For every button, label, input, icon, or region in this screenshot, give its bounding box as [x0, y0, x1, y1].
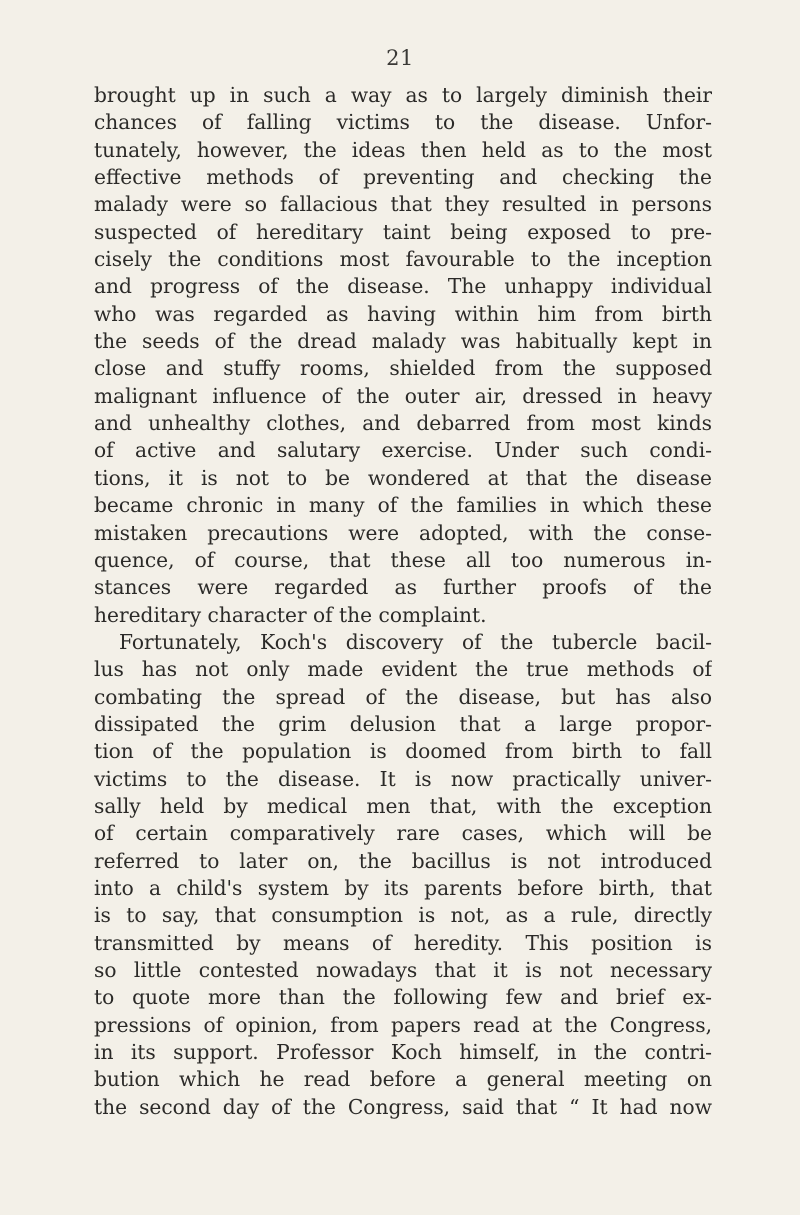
text-line: cisely the conditions most favourable to the inception [94, 247, 712, 272]
text-line: of active and salutary exercise. Under such condi- [94, 438, 712, 463]
text-line: mistaken precautions were adopted, with the conse- [94, 520, 712, 545]
text-line: and unhealthy clothes, and debarred from most kinds [94, 411, 712, 436]
text-line: transmitted by means of heredity. This position is [94, 930, 712, 955]
text-line: hereditary character of the complaint. [94, 602, 487, 627]
text-line: effective methods of preventing and checking the [94, 165, 712, 190]
text-line: pressions of opinion, from papers read at the Congress, [94, 1012, 712, 1037]
text-line: dissipated the grim delusion that a large propor- [94, 711, 712, 736]
text-line: of certain comparatively rare cases, which will be [94, 821, 712, 846]
text-line: chances of falling victims to the disease. Unfor- [94, 110, 712, 135]
text-line: suspected of hereditary taint being exposed to pre- [94, 219, 712, 244]
text-line: so little contested nowadays that it is not necessary [94, 958, 712, 982]
text-line: victims to the disease. It is now practically univer- [94, 766, 712, 791]
text-line: into a child's system by its parents before birth, that [94, 875, 712, 900]
text-line: the seeds of the dread malady was habitually kept in [94, 329, 712, 354]
text-line: quence, of course, that these all too numerous in- [94, 547, 712, 572]
text-line: who was regarded as having within him from birth [94, 301, 712, 326]
text-line: tion of the population is doomed from birth to fall [94, 739, 712, 764]
text-line: tunately, however, the ideas then held as to the most [94, 137, 712, 162]
text-line: bution which he read before a general meeting on [94, 1067, 712, 1092]
page-number: 21 [386, 46, 414, 70]
text-line: referred to later on, the bacillus is not introduced [94, 848, 712, 873]
text-line: stances were regarded as further proofs of the [94, 575, 712, 600]
text-line: malignant influence of the outer air, dressed in heavy [94, 383, 712, 408]
text-line: combating the spread of the disease, but has also [94, 684, 712, 709]
text-line: tions, it is not to be wondered at that the disease [94, 465, 712, 490]
text-line: lus has not only made evident the true methods of [94, 657, 712, 682]
text-line: is to say, that consumption is not, as a rule, directly [94, 903, 712, 928]
text-line: to quote more than the following few and brief ex- [94, 985, 712, 1010]
text-line: and progress of the disease. The unhappy individual [94, 274, 712, 299]
text-line: brought up in such a way as to largely diminish their [94, 83, 712, 107]
text-line: became chronic in many of the families in which these [94, 493, 712, 518]
body-text [94, 82, 712, 1121]
text-line: sally held by medical men that, with the exception [94, 793, 712, 818]
text-line: Fortunately, Koch's discovery of the tubercle bacil- [119, 629, 712, 654]
text-line: malady were so fallacious that they resulted in persons [94, 192, 712, 217]
text-line: close and stuffy rooms, shielded from the supposed [94, 356, 712, 381]
text-line: the second day of the Congress, said that “ It had now [94, 1094, 712, 1119]
text-line: in its support. Professor Koch himself, in the contri- [94, 1040, 712, 1065]
